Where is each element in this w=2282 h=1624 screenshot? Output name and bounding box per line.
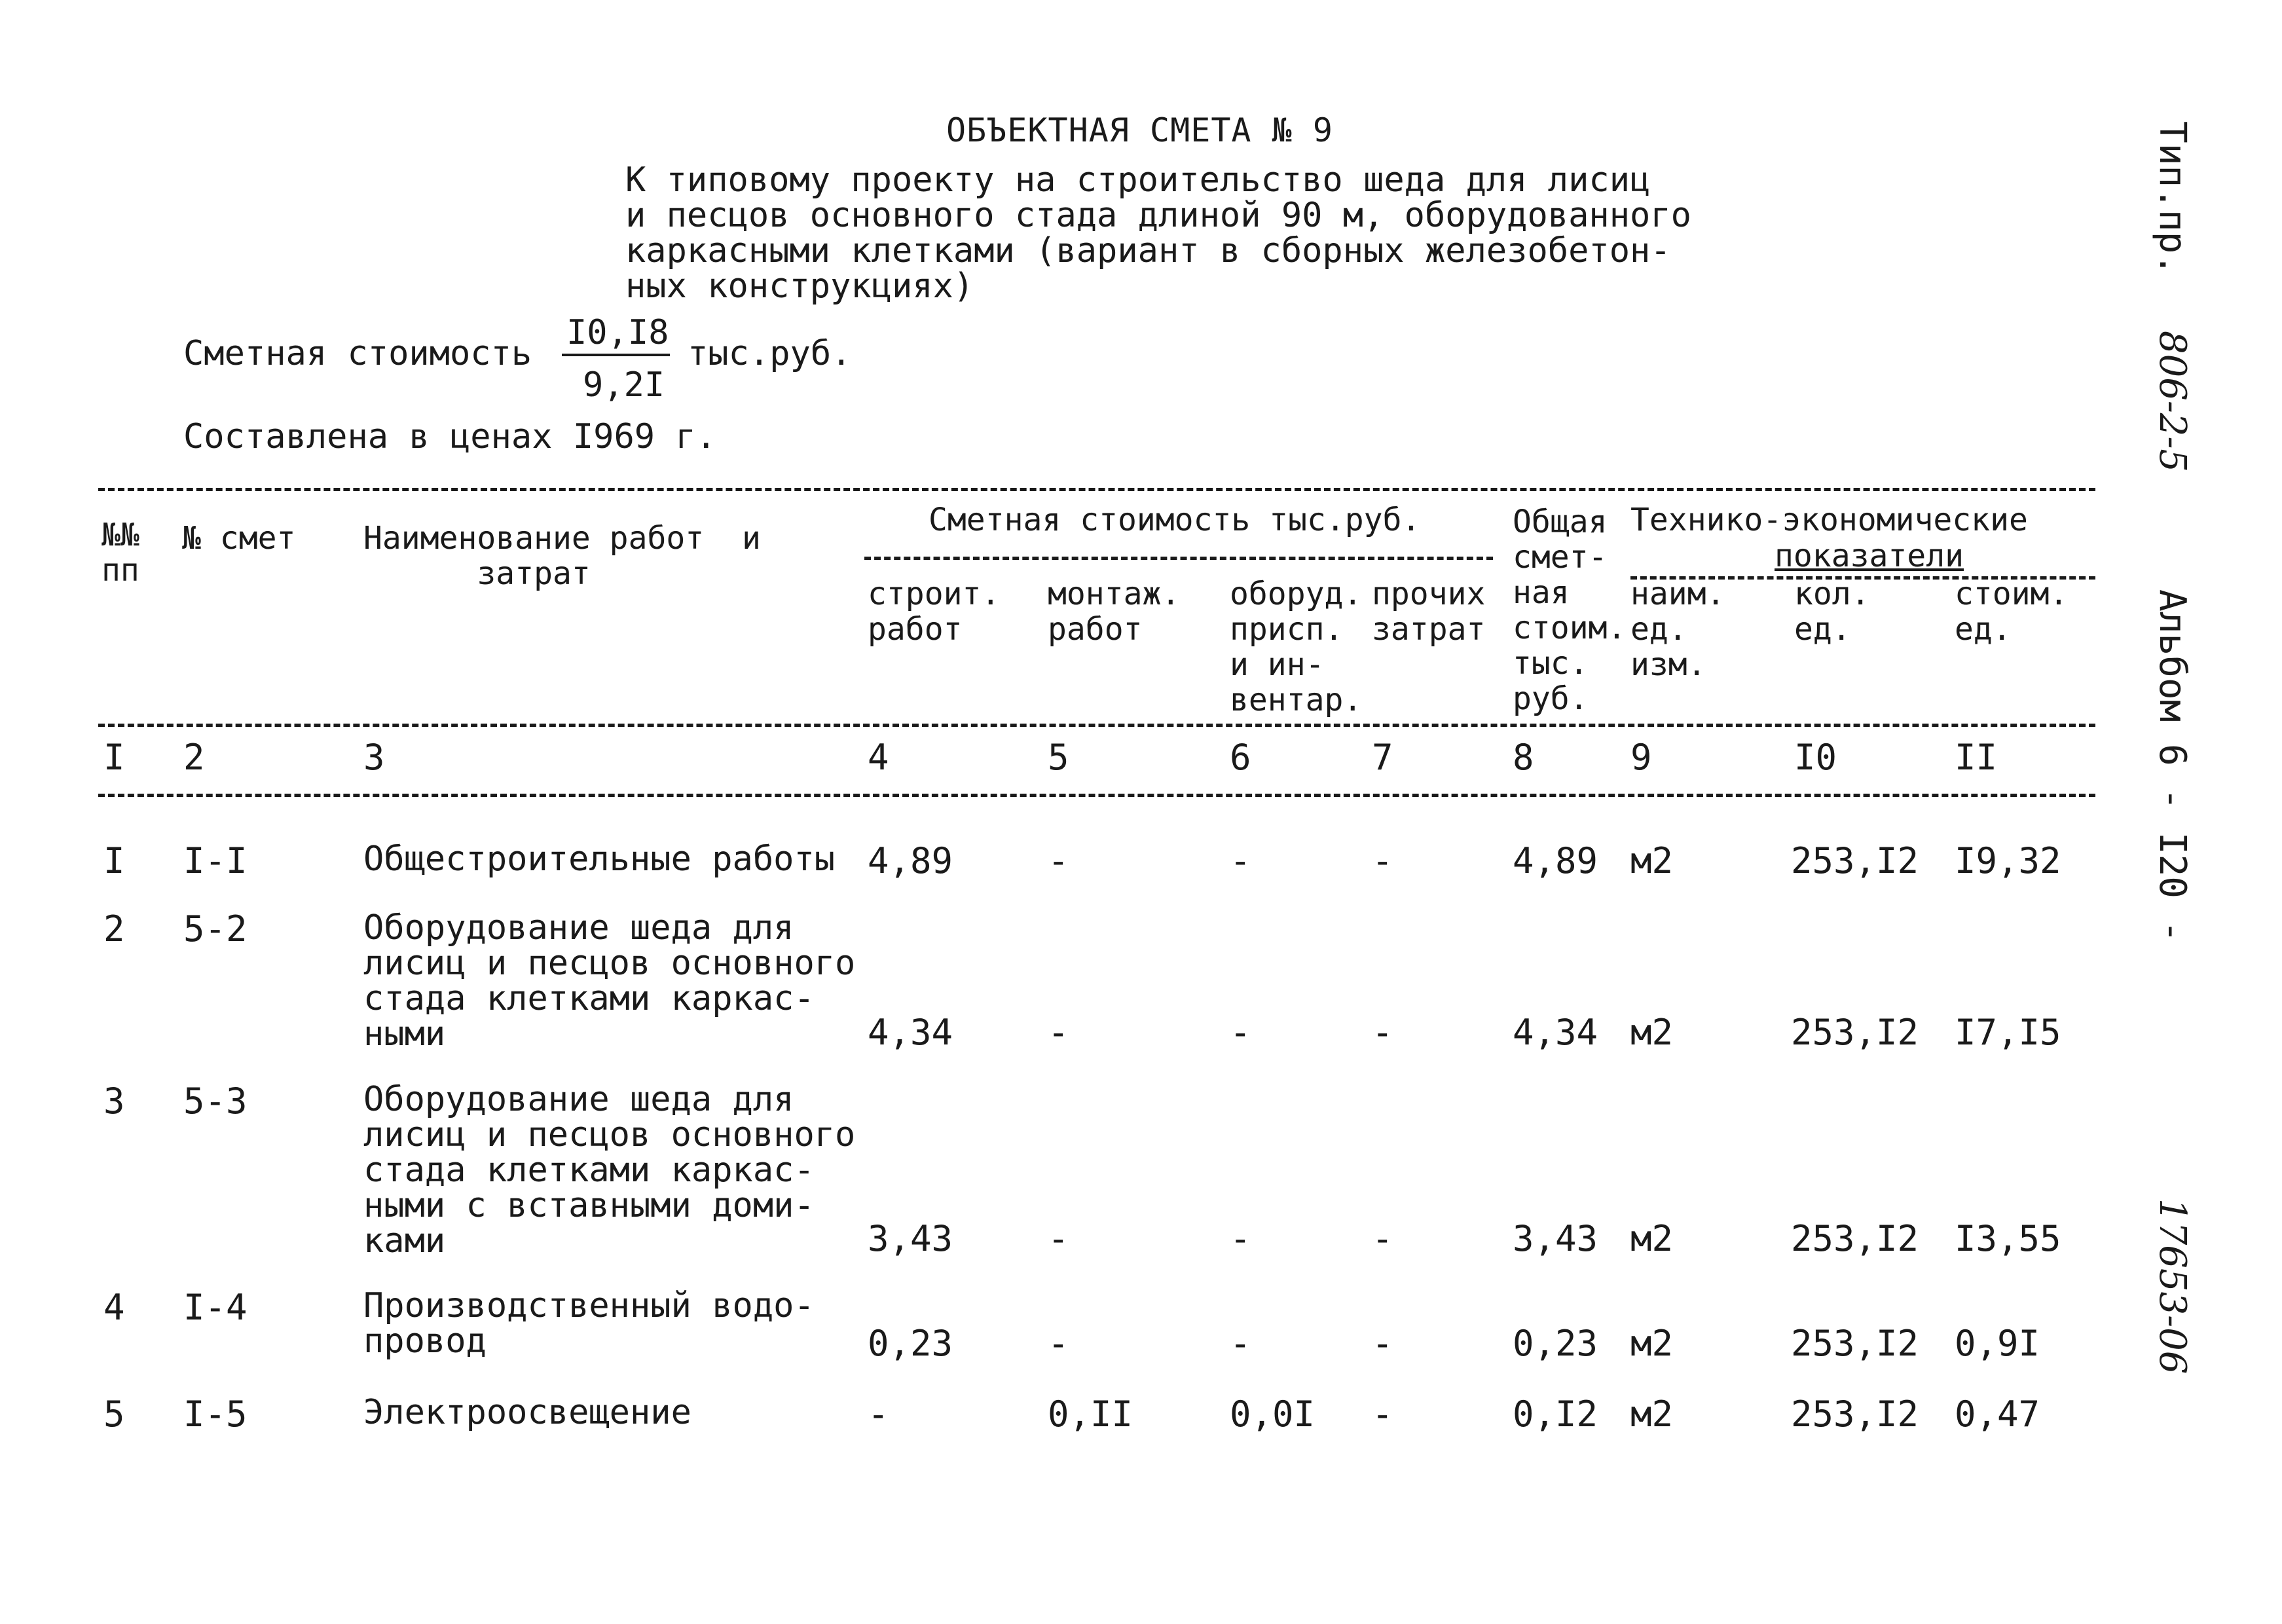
margin-project: Тип.пр. [2151,121,2194,276]
header-build: строит. работ [868,576,1001,648]
cost-unit: тыс.руб. [688,334,852,373]
prices-note: Составлена в ценах I969 г. [183,417,716,456]
row-4-smeta: I-4 [183,1287,248,1328]
table-top-rule [98,488,2095,491]
row-3-equip: - [1230,1218,1251,1259]
margin-album: Альбом 6 - I20 - [2151,589,2194,943]
row-2-name: Оборудование шеда для лисиц и песцов основного стада клетками каркас- ными [363,908,856,1054]
row-3-smeta: 5-3 [183,1080,248,1122]
subtitle-line-2: и песцов основного стада длиной 90 м, оборудованного [625,196,1691,235]
row-1-unit: м2 [1630,840,1674,881]
col-number: 6 [1230,737,1251,778]
row-1-mount: - [1048,840,1069,881]
row-1-total: 4,89 [1513,840,1598,881]
row-5-name: Электроосвещение [363,1393,691,1432]
header-total: Общая смет- ная стоим. тыс. руб. [1513,504,1627,717]
row-5-mount: 0,II [1048,1393,1133,1435]
row-2-qty: 253,I2 [1791,1012,1919,1053]
row-5-build: - [868,1393,889,1435]
col-number: 7 [1372,737,1393,778]
col-number: 2 [183,737,205,778]
header-qty: кол. ед. [1794,576,1870,648]
row-4-total: 0,23 [1513,1323,1598,1364]
margin-doc-number: 17653-06 [2151,1198,2194,1375]
row-4-cost: 0,9I [1955,1323,2040,1364]
margin-project-code: 806-2-5 [2151,331,2194,472]
row-5-equip: 0,0I [1230,1393,1316,1435]
cost-group-rule [864,557,1493,560]
row-1-name: Общестроительные работы [363,840,836,879]
row-5-total: 0,I2 [1513,1393,1598,1435]
row-2-mount: - [1048,1012,1069,1053]
row-5-unit: м2 [1630,1393,1674,1435]
header-num: №№ пп [101,517,139,589]
row-1-build: 4,89 [868,840,953,881]
header-group-tech: Технико-экономические [1630,502,2028,538]
row-3-mount: - [1048,1218,1069,1259]
document-title: ОБЪЕКТНАЯ СМЕТА № 9 [946,111,1333,149]
col-number: 3 [363,737,385,778]
row-3-other: - [1372,1218,1393,1259]
header-group-tech-2: показатели [1775,538,1964,574]
cost-denominator: 9,2I [583,365,665,405]
row-2-build: 4,34 [868,1012,953,1053]
row-1-smeta: I-I [183,840,248,881]
row-4-equip: - [1230,1323,1251,1364]
row-1-num: I [103,840,125,881]
row-5-num: 5 [103,1393,125,1435]
header-bottom-rule [98,724,2095,727]
row-4-num: 4 [103,1287,125,1328]
row-2-unit: м2 [1630,1012,1674,1053]
col-number: 4 [868,737,889,778]
row-2-smeta: 5-2 [183,908,248,950]
row-4-mount: - [1048,1323,1069,1364]
row-5-smeta: I-5 [183,1393,248,1435]
row-3-unit: м2 [1630,1218,1674,1259]
row-1-other: - [1372,840,1393,881]
fraction-bar [562,354,670,356]
row-1-equip: - [1230,840,1251,881]
row-4-other: - [1372,1323,1393,1364]
row-4-qty: 253,I2 [1791,1323,1919,1364]
col-numbers-rule [98,794,2095,797]
row-4-name: Производственный водо- провод [363,1286,815,1361]
row-2-num: 2 [103,908,125,950]
header-name: Наименование работ и затрат [363,520,761,592]
row-5-other: - [1372,1393,1393,1435]
subtitle-line-4: ных конструкциях) [625,267,974,306]
col-number: 8 [1513,737,1534,778]
row-5-cost: 0,47 [1955,1393,2040,1435]
cost-numerator: I0,I8 [566,313,669,352]
row-3-total: 3,43 [1513,1218,1598,1259]
row-3-cost: I3,55 [1955,1218,2061,1259]
subtitle-line-3: каркасными клетками (вариант в сборных железобетон- [625,231,1671,270]
row-2-equip: - [1230,1012,1251,1053]
col-number: I [103,737,125,778]
subtitle-line-1: К типовому проекту на строительство шеда для лисиц [625,160,1651,200]
row-2-cost: I7,I5 [1955,1012,2061,1053]
col-number: I0 [1794,737,1837,778]
col-number: 5 [1048,737,1069,778]
header-other: прочих затрат [1372,576,1486,648]
col-number: II [1955,737,1998,778]
header-mount: монтаж. работ [1048,576,1181,648]
row-4-unit: м2 [1630,1323,1674,1364]
row-3-build: 3,43 [868,1218,953,1259]
header-unit-name: наим. ед. изм. [1630,576,1725,683]
header-group-cost: Сметная стоимость тыс.руб. [929,502,1421,538]
header-smeta: № смет [182,520,296,557]
row-5-qty: 253,I2 [1791,1393,1919,1435]
row-1-cost: I9,32 [1955,840,2061,881]
col-number: 9 [1630,737,1652,778]
header-equip: оборуд. присп. и ин- вентар. [1230,576,1363,718]
row-3-name: Оборудование шеда для лисиц и песцов основного стада клетками каркас- ными с вставными доми- ками [363,1080,856,1261]
row-4-build: 0,23 [868,1323,953,1364]
cost-label: Сметная стоимость [183,334,532,373]
row-2-total: 4,34 [1513,1012,1598,1053]
row-3-num: 3 [103,1080,125,1122]
row-3-qty: 253,I2 [1791,1218,1919,1259]
row-2-other: - [1372,1012,1393,1053]
row-1-qty: 253,I2 [1791,840,1919,881]
header-unit-cost: стоим. ед. [1955,576,2069,648]
